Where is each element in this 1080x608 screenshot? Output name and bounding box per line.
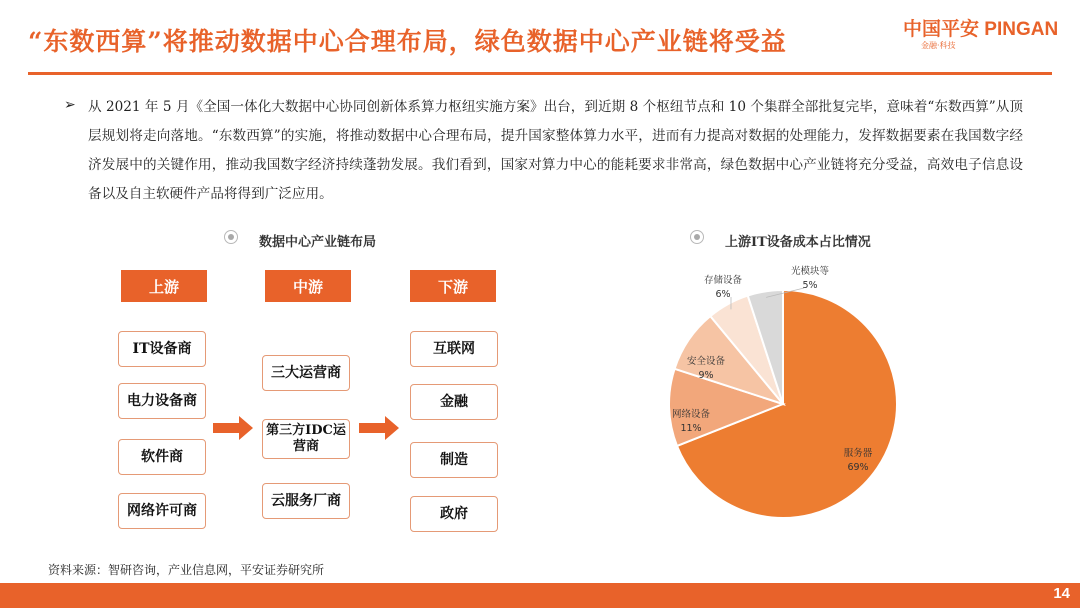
upstream-node: IT设备商	[118, 331, 206, 367]
midstream-node: 云服务厂商	[262, 483, 350, 519]
brand-logo	[903, 14, 1068, 51]
downstream-node: 制造	[410, 442, 498, 478]
slice-category-label: 服务器	[843, 448, 873, 459]
slice-value-label: 6%	[715, 289, 731, 300]
logo-text: 中国平安 PINGAN	[903, 19, 1059, 40]
upstream-node: 网络许可商	[118, 493, 206, 529]
industry-chain-heading: 数据中心产业链布局	[259, 235, 377, 250]
stage-upstream: 上游	[121, 270, 207, 302]
slice-value-label: 9%	[698, 370, 714, 381]
footer-bar	[0, 583, 1080, 608]
pie-chart	[650, 260, 910, 535]
summary-paragraph: 从 2021 年 5 月《全国一体化大数据中心协同创新体系算力枢纽实施方案》出台，到近期 8 个枢纽节点和 10 个集群全部批复完毕，意味着“东数西算”从顶层规划将走向落地。“东数西算”的实施，将推动数据中心合理布局，提升国家整体算力水平，进而有力提高对数据的处理能力，发挥数据要素在我国数字经济发展中的关键作用，推动我国数字经济持续蓬勃发展。我们看到，国家对算力中心的能耗要求非常高，绿色数据中心产业链将充分受益，高效电子信息设备以及自主软硬件产品将得到广泛应用。	[88, 99, 1023, 202]
downstream-node: 政府	[410, 496, 498, 532]
slice-category-label: 网络设备	[671, 409, 711, 420]
pie-chart-svg	[650, 260, 910, 535]
slice-category-label: 光模块等	[790, 266, 830, 277]
title-divider	[28, 72, 1052, 75]
downstream-node: 互联网	[410, 331, 498, 367]
radio-bullet-icon	[224, 230, 238, 244]
right-arrow-icon	[359, 416, 399, 440]
midstream-node: 第三方IDC运营商	[262, 419, 350, 459]
slice-value-label: 11%	[680, 423, 702, 434]
stage-downstream: 下游	[410, 270, 496, 302]
right-arrow-icon	[213, 416, 253, 440]
page-title: “东数西算”将推动数据中心合理布局，绿色数据中心产业链将受益	[28, 27, 787, 56]
slice-category-label: 存储设备	[703, 275, 743, 286]
downstream-node: 金融	[410, 384, 498, 420]
logo-subtitle: 金融·科技	[921, 41, 956, 50]
upstream-node: 电力设备商	[118, 383, 206, 419]
triangle-bullet-icon: ➢	[64, 97, 76, 113]
slice-category-label: 安全设备	[686, 356, 726, 367]
radio-bullet-icon	[690, 230, 704, 244]
chart-title: 上游IT设备成本占比情况	[725, 235, 871, 250]
upstream-node: 软件商	[118, 439, 206, 475]
midstream-node: 三大运营商	[262, 355, 350, 391]
slice-value-label: 69%	[847, 462, 869, 473]
slice-value-label: 5%	[802, 280, 818, 291]
stage-midstream: 中游	[265, 270, 351, 302]
source-note: 资料来源：智研咨询，产业信息网，平安证券研究所	[48, 563, 325, 577]
page-number: 14	[1053, 585, 1070, 602]
